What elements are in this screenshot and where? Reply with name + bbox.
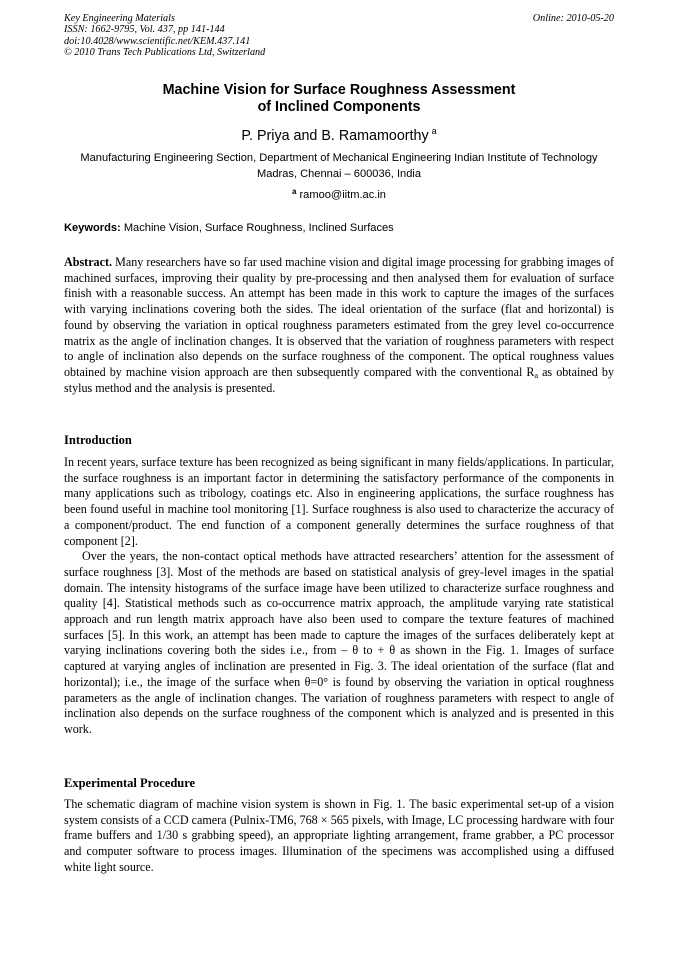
keywords-list: Machine Vision, Surface Roughness, Inclined Surfaces (123, 222, 394, 234)
issn-line: ISSN: 1662-9795, Vol. 437, pp 141-144 (64, 24, 225, 36)
email-line (64, 184, 614, 203)
title-line-2: of Inclined Components (257, 99, 421, 115)
intro-paragraph-2: Over the years, the non-contact optical methods have attracted researchers’ attention for the assessment of surface roughness [3]. Most of the methods are based on statistical analysis of grey-level images in the spatial domain. The intensity histograms of the surface image have been utilized to characterize surface roughness and quality [4]. Statistical methods such as co-occurrence matrix approach, the amplitude varying rate statistical approach and run length matrix approach have also been used to compare the texture features of machined surfaces [5]. In this work, an attempt has been made to capture the images of the surfaces deliberately kept at varying inclinations covering both the sides i.e., from – θ to + θ as shown in the Fig. 1. Images of surface captured at varying angles of inclination are presented in Fig. 3. The ideal orientation of the surface (flat and horizontal); i.e., the image of the surface when θ=0° is found by observing the variation in optical roughness parameters as the angle of inclination changes. The variation of roughness parameters with respect to angle of inclination also depends on the surface roughness of the component which is analyzed and is presented in this work. (64, 549, 614, 736)
abstract-label: Abstract. (64, 255, 113, 269)
copyright-line: © 2010 Trans Tech Publications Ltd, Switzerland (64, 47, 266, 59)
affiliation: Manufacturing Engineering Section, Department of Mechanical Engineering Indian Institute of Technology Madras, Chennai – 600036, India (80, 152, 598, 180)
journal-header (64, 13, 265, 59)
exp-paragraph-1: The schematic diagram of machine vision system is shown in Fig. 1. The basic experimental set-up of a vision system consists of a CCD camera (Pulnix-TM6, 768 × 565 pixels, with Image, LC processing hardware with four frame buffers and 1/30 s grabbing speed), an appropriate lighting arrangement, frame grabber, a PC processor and computer software to process images. Illumination of the specimens was accomplished using a diffused white light source. (64, 797, 614, 874)
keywords (64, 220, 614, 236)
abstract (64, 255, 614, 396)
doi-line: doi:10.4028/www.scientific.net/KEM.437.141 (64, 35, 251, 47)
authors (64, 123, 614, 145)
author-affil-mark: a (431, 126, 437, 136)
experimental-body (64, 797, 614, 876)
experimental-heading: Experimental Procedure (64, 776, 196, 790)
title-line-1: Machine Vision for Surface Roughness Assessment (162, 82, 516, 98)
introduction-heading: Introduction (64, 433, 132, 447)
email-address: ramoo@iitm.ac.in (299, 189, 386, 201)
journal-name: Key Engineering Materials (64, 13, 175, 24)
paper-title (64, 82, 614, 116)
introduction-body (64, 455, 614, 738)
online-date: Online: 2010-05-20 (532, 13, 614, 24)
email-affil-mark: a (292, 187, 297, 196)
abstract-text: Many researchers have so far used machine vision and digital image processing for grabbing images of machined surfaces, improving their quality by pre-processing and then analysed them for evaluation of surface finish with a reasonable success. An attempt has been made in this work to capture the images of the surfaces with varying inclinations covering both the sides. The ideal orientation of the surface (flat and horizontal) is found by observing the variation in optical roughness parameters estimated from the grey level co-occurrence matrix as the angle of inclination changes. It is observed that the variation of roughness parameters with respect to angle of inclination also depends on the surface roughness of the component. The optical roughness values obtained by machine vision approach are then subsequently compared with the conventional R (64, 255, 614, 379)
author-names: P. Priya and B. Ramamoorthy (241, 128, 429, 144)
intro-paragraph-1: In recent years, surface texture has been recognized as being significant in many fields/applications. In particular, the surface roughness is an important factor in determining the satisfactory performance of the components in many applications such as tribology, coatings etc. Also in engineering applications, the surface roughness has been found useful in machine tool monitoring [1]. Surface roughness is also used to characterize the accuracy of a component/product. The end function of a component generally determines the surface roughness of that component [2]. (64, 455, 614, 548)
abstract-subscript: a (534, 370, 539, 380)
keywords-label: Keywords: (64, 222, 121, 234)
abstract-tail: as obtained by stylus method and the analysis is presented. (64, 364, 614, 395)
